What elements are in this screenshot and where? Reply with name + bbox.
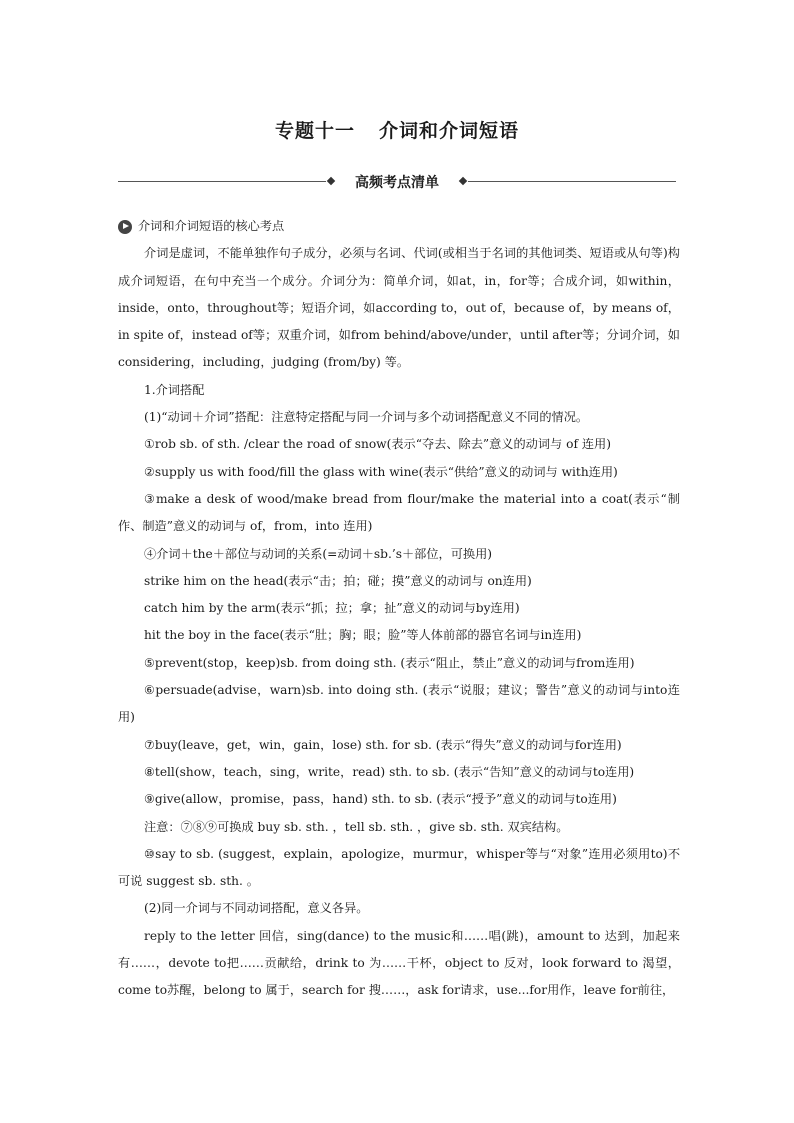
line-12: ⑦buy(leave，get，win，gain，lose) sth. for sb. (表示“得失”意义的动词与for连用) bbox=[144, 737, 622, 752]
intro-paragraph: 介词是虚词，不能单独作句子成分，必须与名词、代词(或相当于名词的其他词类、短语或从句等)构成介词短语，在句中充当一个成分。介词分为：简单介词，如at，in，for等；合成介词，如within，inside，onto，throughout等；短语介词，如according to，out of，because of，by means of，in spite of，instead of等；双重介词，如from behind/above/under，until after等；分词介词，如considering，including，judging (from/by) 等。 bbox=[118, 246, 680, 370]
divider-right bbox=[468, 181, 676, 182]
title-topic-name: 介词和介词短语 bbox=[379, 120, 520, 142]
line-15: 注意：⑦⑧⑨可换成 buy sb. sth. ，tell sb. sth. ，give sb. sth. 双宾结构。 bbox=[144, 819, 569, 834]
section-label: 高频考点清单 bbox=[355, 175, 439, 191]
title-topic-number: 专题十一 bbox=[274, 120, 355, 142]
line-18: reply to the letter 回信，sing(dance) to the music和……唱(跳)，amount to 达到，加起来有……，devote to把……贡献给，drink to 为……干杯，object to 反对，look forward to 渴望，come to苏醒，belong to 属于，search for 搜……，ask for请求，use...for用作，leave for前往， bbox=[118, 928, 680, 998]
line-2: (1)“动词＋介词”搭配：注意特定搭配与同一介词与多个动词搭配意义不同的情况。 bbox=[144, 410, 589, 425]
content-heading bbox=[118, 213, 680, 240]
section-header bbox=[118, 172, 676, 192]
line-4: ②supply us with food/fill the glass with wine(表示“供给”意义的动词与 with连用) bbox=[144, 464, 618, 479]
line-16: ⑩say to sb. (suggest，explain，apologize，murmur，whisper等与“对象”连用必须用to)不可说 suggest sb. sth. 。 bbox=[118, 846, 680, 889]
line-3: ①rob sb. of sth. /clear the road of snow(表示“夺去、除去”意义的动词与 of 连用) bbox=[144, 437, 611, 452]
page-title bbox=[0, 116, 794, 143]
line-6: ④介词＋the＋部位与动词的关系(=动词＋sb.’s＋部位，可换用) bbox=[144, 546, 493, 561]
content-body bbox=[118, 213, 680, 1005]
play-icon bbox=[118, 220, 132, 234]
line-13: ⑧tell(show，teach，sing，write，read) sth. to sb. (表示“告知”意义的动词与to连用) bbox=[144, 764, 635, 779]
line-11: ⑥persuade(advise，warn)sb. into doing sth. (表示“说服；建议；警告”意义的动词与into连用) bbox=[118, 683, 680, 725]
line-1: 1.介词搭配 bbox=[144, 382, 205, 397]
line-17: (2)同一介词与不同动词搭配，意义各异。 bbox=[144, 901, 369, 916]
line-7: strike him on the head(表示“击；拍；碰；摸”意义的动词与 on连用) bbox=[144, 573, 532, 588]
line-14: ⑨give(allow，promise，pass，hand) sth. to sb. (表示“授予”意义的动词与to连用) bbox=[144, 792, 617, 807]
line-9: hit the boy in the face(表示“肚；胸；眼；脸”等人体前部的器官名词与in连用) bbox=[144, 628, 582, 643]
line-5: ③make a desk of wood/make bread from flour/make the material into a coat(表示“制作、制造”意义的动词与 of，from，into 连用) bbox=[118, 491, 680, 534]
heading-text: 介词和介词短语的核心考点 bbox=[138, 219, 285, 233]
line-10: ⑤prevent(stop，keep)sb. from doing sth. (表示“阻止，禁止”意义的动词与from连用) bbox=[144, 655, 635, 670]
line-8: catch him by the arm(表示“抓；拉；拿；扯”意义的动词与by连用) bbox=[144, 601, 520, 616]
